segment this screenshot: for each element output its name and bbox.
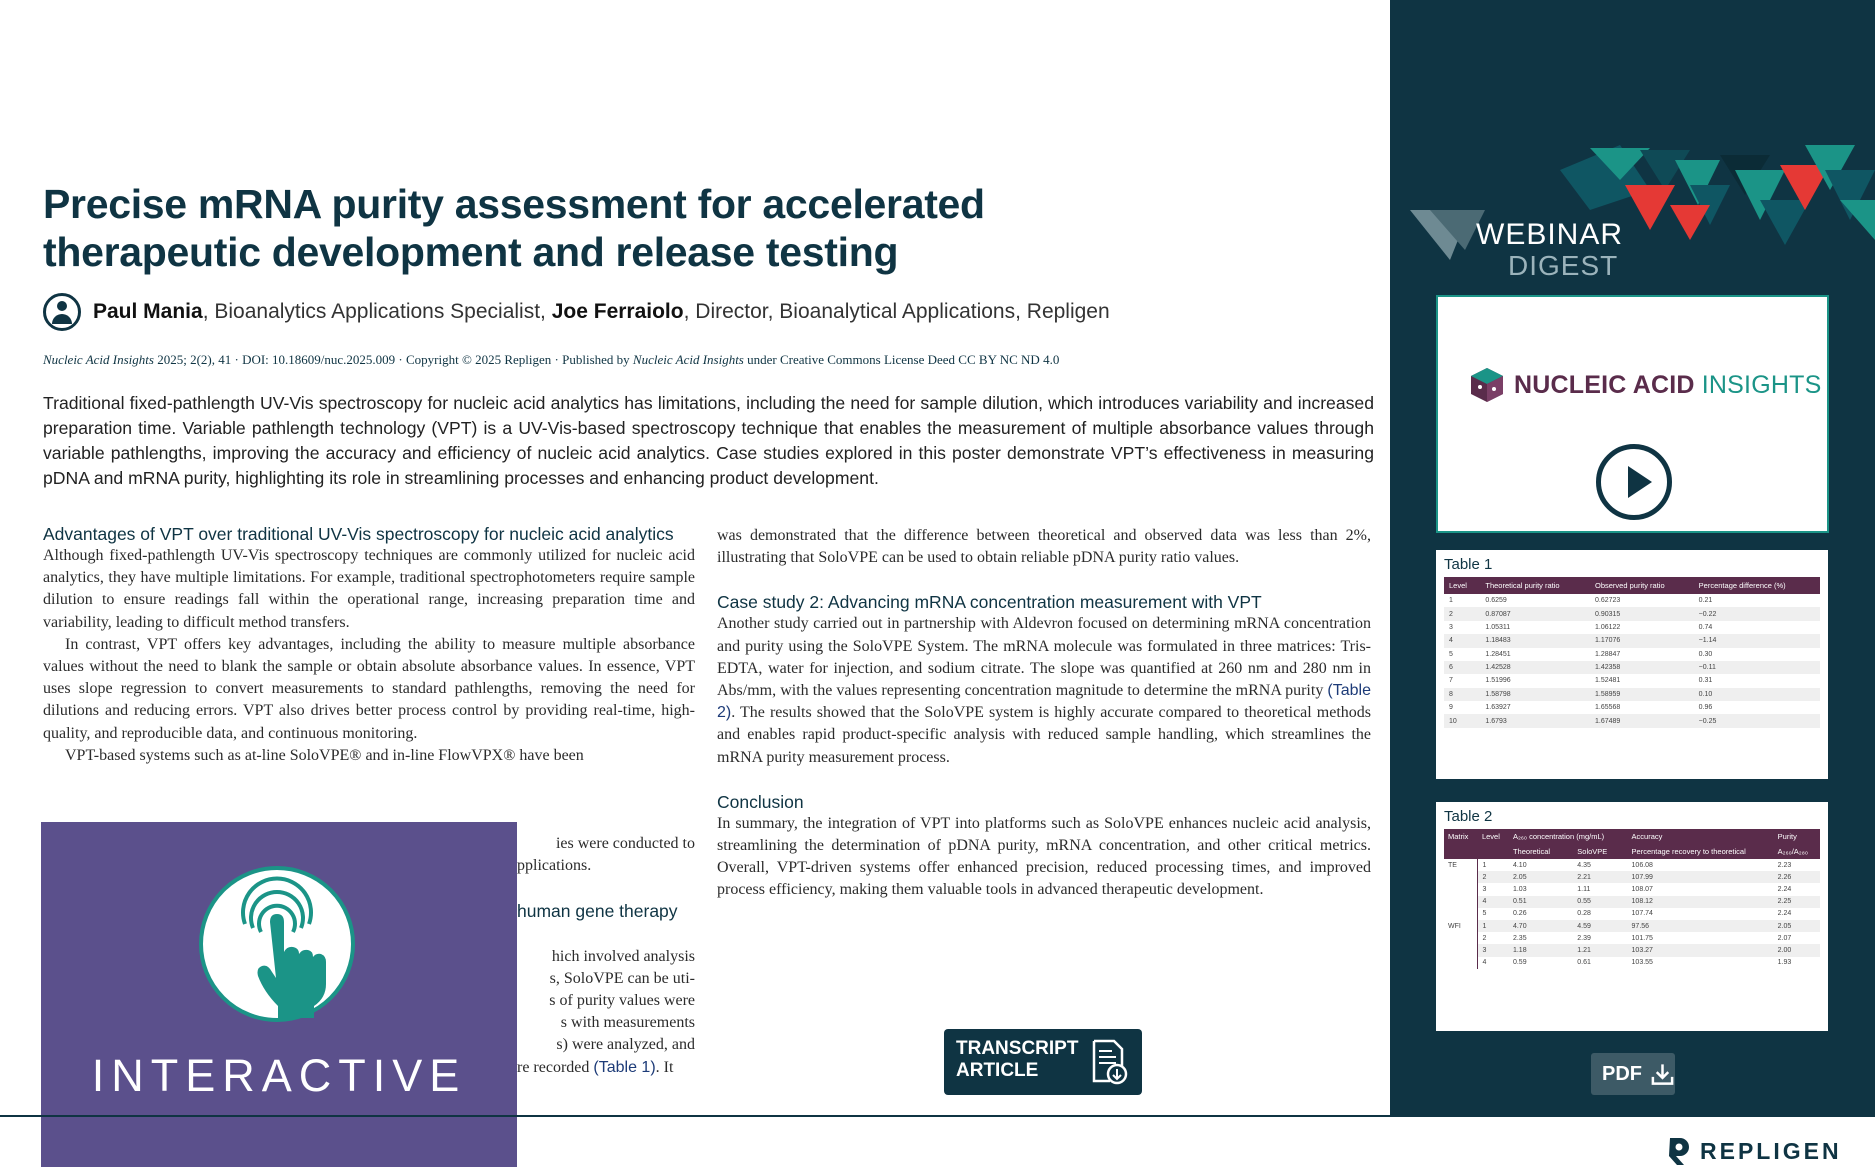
citation-details: 2025; 2(2), 41 · DOI: 10.18609/nuc.2025.009 · Copyright © 2025 Repligen · Published by [153,352,633,367]
table-cell: 10 [1444,714,1480,727]
table-cell: 0.30 [1698,650,1713,658]
table-cell: 7 [1449,677,1453,685]
table-cell: 0.28 [1577,910,1591,918]
table-cell: 1.28451 [1485,650,1511,658]
table-reference-link[interactable]: (Table 2) [717,682,1371,722]
table-cell: 1 [1482,861,1487,869]
pdf-button-label: PDF [1602,1062,1642,1085]
article-title: Precise mRNA purity assessment for accelerated therapeutic development and release testing [43,181,985,275]
repligen-logo [1666,1136,1842,1166]
text-fragment: . It [655,1058,674,1076]
table-row [1444,714,1820,727]
citation-license: under Creative Commons License Deed CC BY NC ND 4.0 [743,352,1060,367]
table-row [1444,932,1820,944]
table-row [1444,883,1820,895]
table-cell: 2.05 [1509,871,1573,883]
table-cell: 1.05311 [1485,623,1511,631]
paragraph [717,613,1371,768]
author-name: Joe Ferraiolo [551,300,684,323]
table-cell: 4 [1478,896,1509,908]
table-row [1444,920,1820,932]
table-cell: 1.63927 [1485,704,1511,712]
text-fragment: s, SoloVPE can be uti- [549,969,695,987]
table-cell: 2.23 [1777,861,1792,869]
table-cell: 108.07 [1631,885,1653,893]
table-reference-link[interactable]: (Table 1) [593,1058,656,1076]
repligen-mark-icon [1666,1136,1692,1166]
table-cell: 0.21 [1698,597,1713,605]
table-cell: 0.90315 [1590,607,1694,620]
section-heading-fragment: human gene therapy [517,901,678,922]
table-cell: 8 [1444,688,1480,701]
table-row [1444,944,1820,956]
table-cell: 0.55 [1573,896,1627,908]
table-cell: 0.31 [1698,677,1713,685]
author-icon [43,293,81,331]
table-cell: 4.35 [1577,861,1591,869]
table-cell: 3 [1478,944,1509,956]
banner-title: WEBINAR [1476,218,1624,251]
paragraph: In summary, the integration of VPT into platforms such as SoloVPE enhances nucleic acid analysis, streamlining the determination of pDNA purity, mRNA concentration, and other critical metrics. Overall, VPT-driven systems offer enhanced precision, reduced processing times, and improved process efficiency, making them valuable tools in advanced therapeutic development. [717,814,1371,899]
table-header: Matrix [1444,829,1478,844]
table-cell: 106.08 [1631,861,1653,869]
table-cell: 1.42528 [1480,661,1590,674]
table-cell: −0.22 [1694,607,1820,620]
table-cell: 1 [1449,597,1453,605]
table-2-card[interactable] [1436,802,1828,1031]
table-row [1444,896,1820,908]
table-cell: 0.96 [1698,704,1713,712]
table-cell: 5 [1449,650,1453,658]
banner-subtitle: DIGEST [1508,250,1619,281]
table-1 [1444,577,1820,728]
text-fragment: ies were conducted to [555,835,695,852]
table-cell: 1.6793 [1480,714,1590,727]
nucleic-acid-insights-logo [1470,367,1821,403]
table-cell: 6 [1444,661,1480,674]
transcript-button-label: TRANSCRIPT ARTICLE [956,1038,1079,1081]
table-row [1444,859,1820,871]
table-cell: 1 [1478,920,1509,932]
table-cell: −0.11 [1694,661,1820,674]
table-cell: 108.12 [1628,896,1774,908]
author-name: Paul Mania [93,300,203,323]
table-header: Purity [1774,829,1820,844]
brand-light: INSIGHTS [1694,370,1822,399]
table-row [1444,688,1820,701]
table-cell: 4 [1482,959,1487,967]
table-cell: 0.26 [1512,910,1527,918]
table-cell: 1.03 [1512,885,1527,893]
paragraph: In contrast, VPT offers key advantages, including the ability to measure multiple absorbance values without the need to blank the sample or obtain absolute absorbance values. In essence, VPT uses slope regression to convert measurements to standard pathlengths, removing the need for dilutions and reducing errors. VPT also drives better process control by providing real-time, high-quality, and reproducible data, and continuous monitoring. [43,635,695,742]
table-cell: 9 [1449,704,1453,712]
table-caption: Table 2 [1444,808,1493,825]
table-subheader: SoloVPE [1573,844,1627,859]
interactive-label: INTERACTIVE [91,1050,467,1101]
table-cell [1444,908,1478,920]
table-cell: 4.10 [1512,861,1527,869]
table-1-card[interactable] [1436,550,1828,779]
paragraph-partial: VPT-based systems such as at-line SoloVPE® and in-line FlowVPX® have been [65,746,584,764]
table-cell: 1.58798 [1480,688,1590,701]
table-cell: 2.21 [1573,871,1627,883]
webinar-digest-banner [1390,140,1875,280]
table-row [1444,674,1820,687]
column-left-partial [517,833,695,1079]
table-subheader: Percentage recovery to theoretical [1628,844,1774,859]
table-cell: 0.74 [1698,623,1713,631]
paragraph: was demonstrated that the difference between theoretical and observed data was less than 2%, illustrating that SoloVPE can be used to obtain reliable pDNA purity ratio values. [717,527,1371,567]
table-cell: 5 [1482,910,1487,918]
section-heading: Case study 2: Advancing mRNA concentration measurement with VPT [717,592,1262,613]
table-header: Percentage difference (%) [1694,577,1820,594]
table-cell: 4.59 [1573,920,1627,932]
table-cell: 2 [1482,934,1487,942]
text-fragment: re recorded [517,1058,594,1076]
table-cell: 97.56 [1628,920,1774,932]
table-cell: 1.06122 [1595,623,1621,631]
table-cell: 1.52481 [1595,677,1621,685]
table-row [1444,634,1820,647]
table-cell [1444,944,1478,956]
paragraph-text: . The results showed that the SoloVPE system is highly accurate compared to theoretical methods and enables rapid product-specific analysis with reduced sample handling, which streamlines the mRNA purity measurement process. [717,704,1371,766]
table-cell: 1.21 [1573,944,1627,956]
transcript-article-button[interactable] [944,1029,1142,1095]
text-fragment [517,1057,695,1079]
column-left [43,523,695,767]
table-cell: −1.14 [1694,634,1820,647]
table-row [1444,957,1820,969]
author-line [43,292,1110,332]
table-cell: 1.51996 [1485,677,1511,685]
table-subheader: Theoretical [1509,844,1573,859]
table-cell: 2.39 [1577,934,1591,942]
table-cell [1444,883,1478,895]
text-fragment: pplications. [517,857,592,875]
brand-name [1514,371,1821,400]
text-fragment: s with measurements [560,1014,695,1032]
table-cell [1444,871,1478,883]
column-right [717,525,1371,902]
document-download-icon [1090,1039,1128,1085]
table-subheader: A₂₆₀/A₂₈₀ [1774,844,1820,859]
table-row [1444,607,1820,620]
table-cell: 0.51 [1509,896,1573,908]
table-cell: 2.24 [1777,910,1792,918]
table-cell: 0.87087 [1480,607,1590,620]
table-cell [1444,957,1478,969]
abstract: Traditional fixed-pathlength UV-Vis spectroscopy for nucleic acid analytics has limitations, including the need for sample dilution, which introduces variability and increased preparation time. Variable pathlength technology (VPT) is a UV-Vis-based spectroscopy technique that enables the measurement of multiple absorbance values through variable pathlengths, improving the accuracy and efficiency of nucleic acid analytics. Case studies explored in this poster demonstrate VPT’s effectiveness in measuring pDNA and mRNA purity, highlighting its role in streamlining processes and enhancing product development. [43,393,1374,488]
repligen-wordmark: REPLIGEN [1700,1137,1842,1164]
table-header: A₂₆₀ concentration (mg/mL) [1509,829,1628,844]
table-header: Level [1478,829,1509,844]
table-cell: 3 [1482,885,1487,893]
table-cell: 2.00 [1774,944,1820,956]
section-heading: Conclusion [717,791,804,812]
table-cell: 2.26 [1774,871,1820,883]
text-fragment: s of purity values were [549,992,695,1010]
table-cell: 2.07 [1777,934,1792,942]
table-cell [1444,932,1478,944]
table-cell: 0.59 [1512,959,1527,967]
table-cell: 1.28847 [1595,650,1621,658]
table-cell: 1.42358 [1590,661,1694,674]
pdf-download-button[interactable] [1591,1053,1675,1095]
table-cell: 1.93 [1777,959,1792,967]
table-row [1444,908,1820,920]
table-cell: 2.24 [1777,885,1792,893]
table-cell: TE [1444,859,1478,871]
table-2 [1444,829,1820,969]
footer-divider [0,1115,1390,1117]
text-fragment: hich involved analysis [551,947,695,965]
table-cell: 2.05 [1774,920,1820,932]
author-role: , Bioanalytics Applications Specialist, [202,300,552,323]
table-header: Level [1444,577,1480,594]
touch-hand-icon [199,866,355,1022]
brand-bold: NUCLEIC ACID [1514,370,1695,399]
table-cell [1444,896,1478,908]
table-cell: 101.75 [1631,934,1653,942]
table-cell: 0.61 [1577,959,1591,967]
table-row [1444,594,1820,607]
paragraph: Although fixed-pathlength UV-Vis spectroscopy techniques are commonly utilized for nucleic acid analytics, they have multiple limitations. For example, traditional spectrophotometers require sample dilution to ensure readings fall within the operational range, increasing preparation time and variability, leading to difficult method transfers. [43,547,695,631]
table-cell: 103.55 [1631,959,1653,967]
table-cell: 107.99 [1628,871,1774,883]
table-cell: −0.25 [1694,714,1820,727]
cube-logo-icon [1470,367,1504,403]
table-cell: 2.25 [1774,896,1820,908]
video-player[interactable] [1436,295,1829,533]
table-cell: 1.17076 [1590,634,1694,647]
table-cell: 0.6259 [1485,597,1507,605]
table-header: Observed purity ratio [1590,577,1694,594]
table-cell: 1.67489 [1590,714,1694,727]
download-icon [1650,1061,1675,1087]
table-cell: 1.18483 [1480,634,1590,647]
play-icon[interactable] [1596,444,1672,520]
table-cell: 4.70 [1509,920,1573,932]
journal-name: Nucleic Acid Insights [43,352,154,367]
journal-name: Nucleic Acid Insights [632,352,744,367]
text-fragment: s) were analyzed, and [556,1036,695,1054]
author-role: , Director, Bioanalytical Applications, Repligen [683,300,1110,323]
section-heading: Advantages of VPT over traditional UV-Vis spectroscopy for nucleic acid analytics [43,524,674,544]
table-cell: 2 [1444,607,1480,620]
table-cell: 103.27 [1628,944,1774,956]
table-header: Accuracy [1628,829,1774,844]
table-cell: 3 [1449,623,1453,631]
table-row [1444,661,1820,674]
table-row [1444,648,1820,661]
table-cell: 1.65568 [1595,704,1621,712]
table-cell: 2.35 [1512,934,1527,942]
table-row [1444,701,1820,714]
table-cell: 4 [1444,634,1480,647]
paragraph-text: Another study carried out in partnership with Aldevron focused on determining mRNA concentration and purity using the SoloVPE System. The mRNA molecule was formulated in three matrices: Tris-EDTA, water for injection, and sodium citrate. The slope was quantified at 260 nm and 280 nm in Abs/mm, with the values representing concentration magnitude to determine the mRNA purity [717,615,1371,700]
table-cell: 107.74 [1631,910,1653,918]
table-cell: 0.10 [1694,688,1820,701]
citation-line [43,352,1059,368]
table-row [1444,871,1820,883]
table-row [1444,621,1820,634]
table-cell: 1.58959 [1590,688,1694,701]
table-cell: 1.18 [1509,944,1573,956]
table-cell: 2 [1478,871,1509,883]
table-header: Theoretical purity ratio [1480,577,1590,594]
table-cell: 0.62723 [1595,597,1621,605]
table-cell: 1.11 [1577,885,1591,893]
table-cell: WFI [1444,920,1478,932]
table-caption: Table 1 [1444,556,1493,573]
